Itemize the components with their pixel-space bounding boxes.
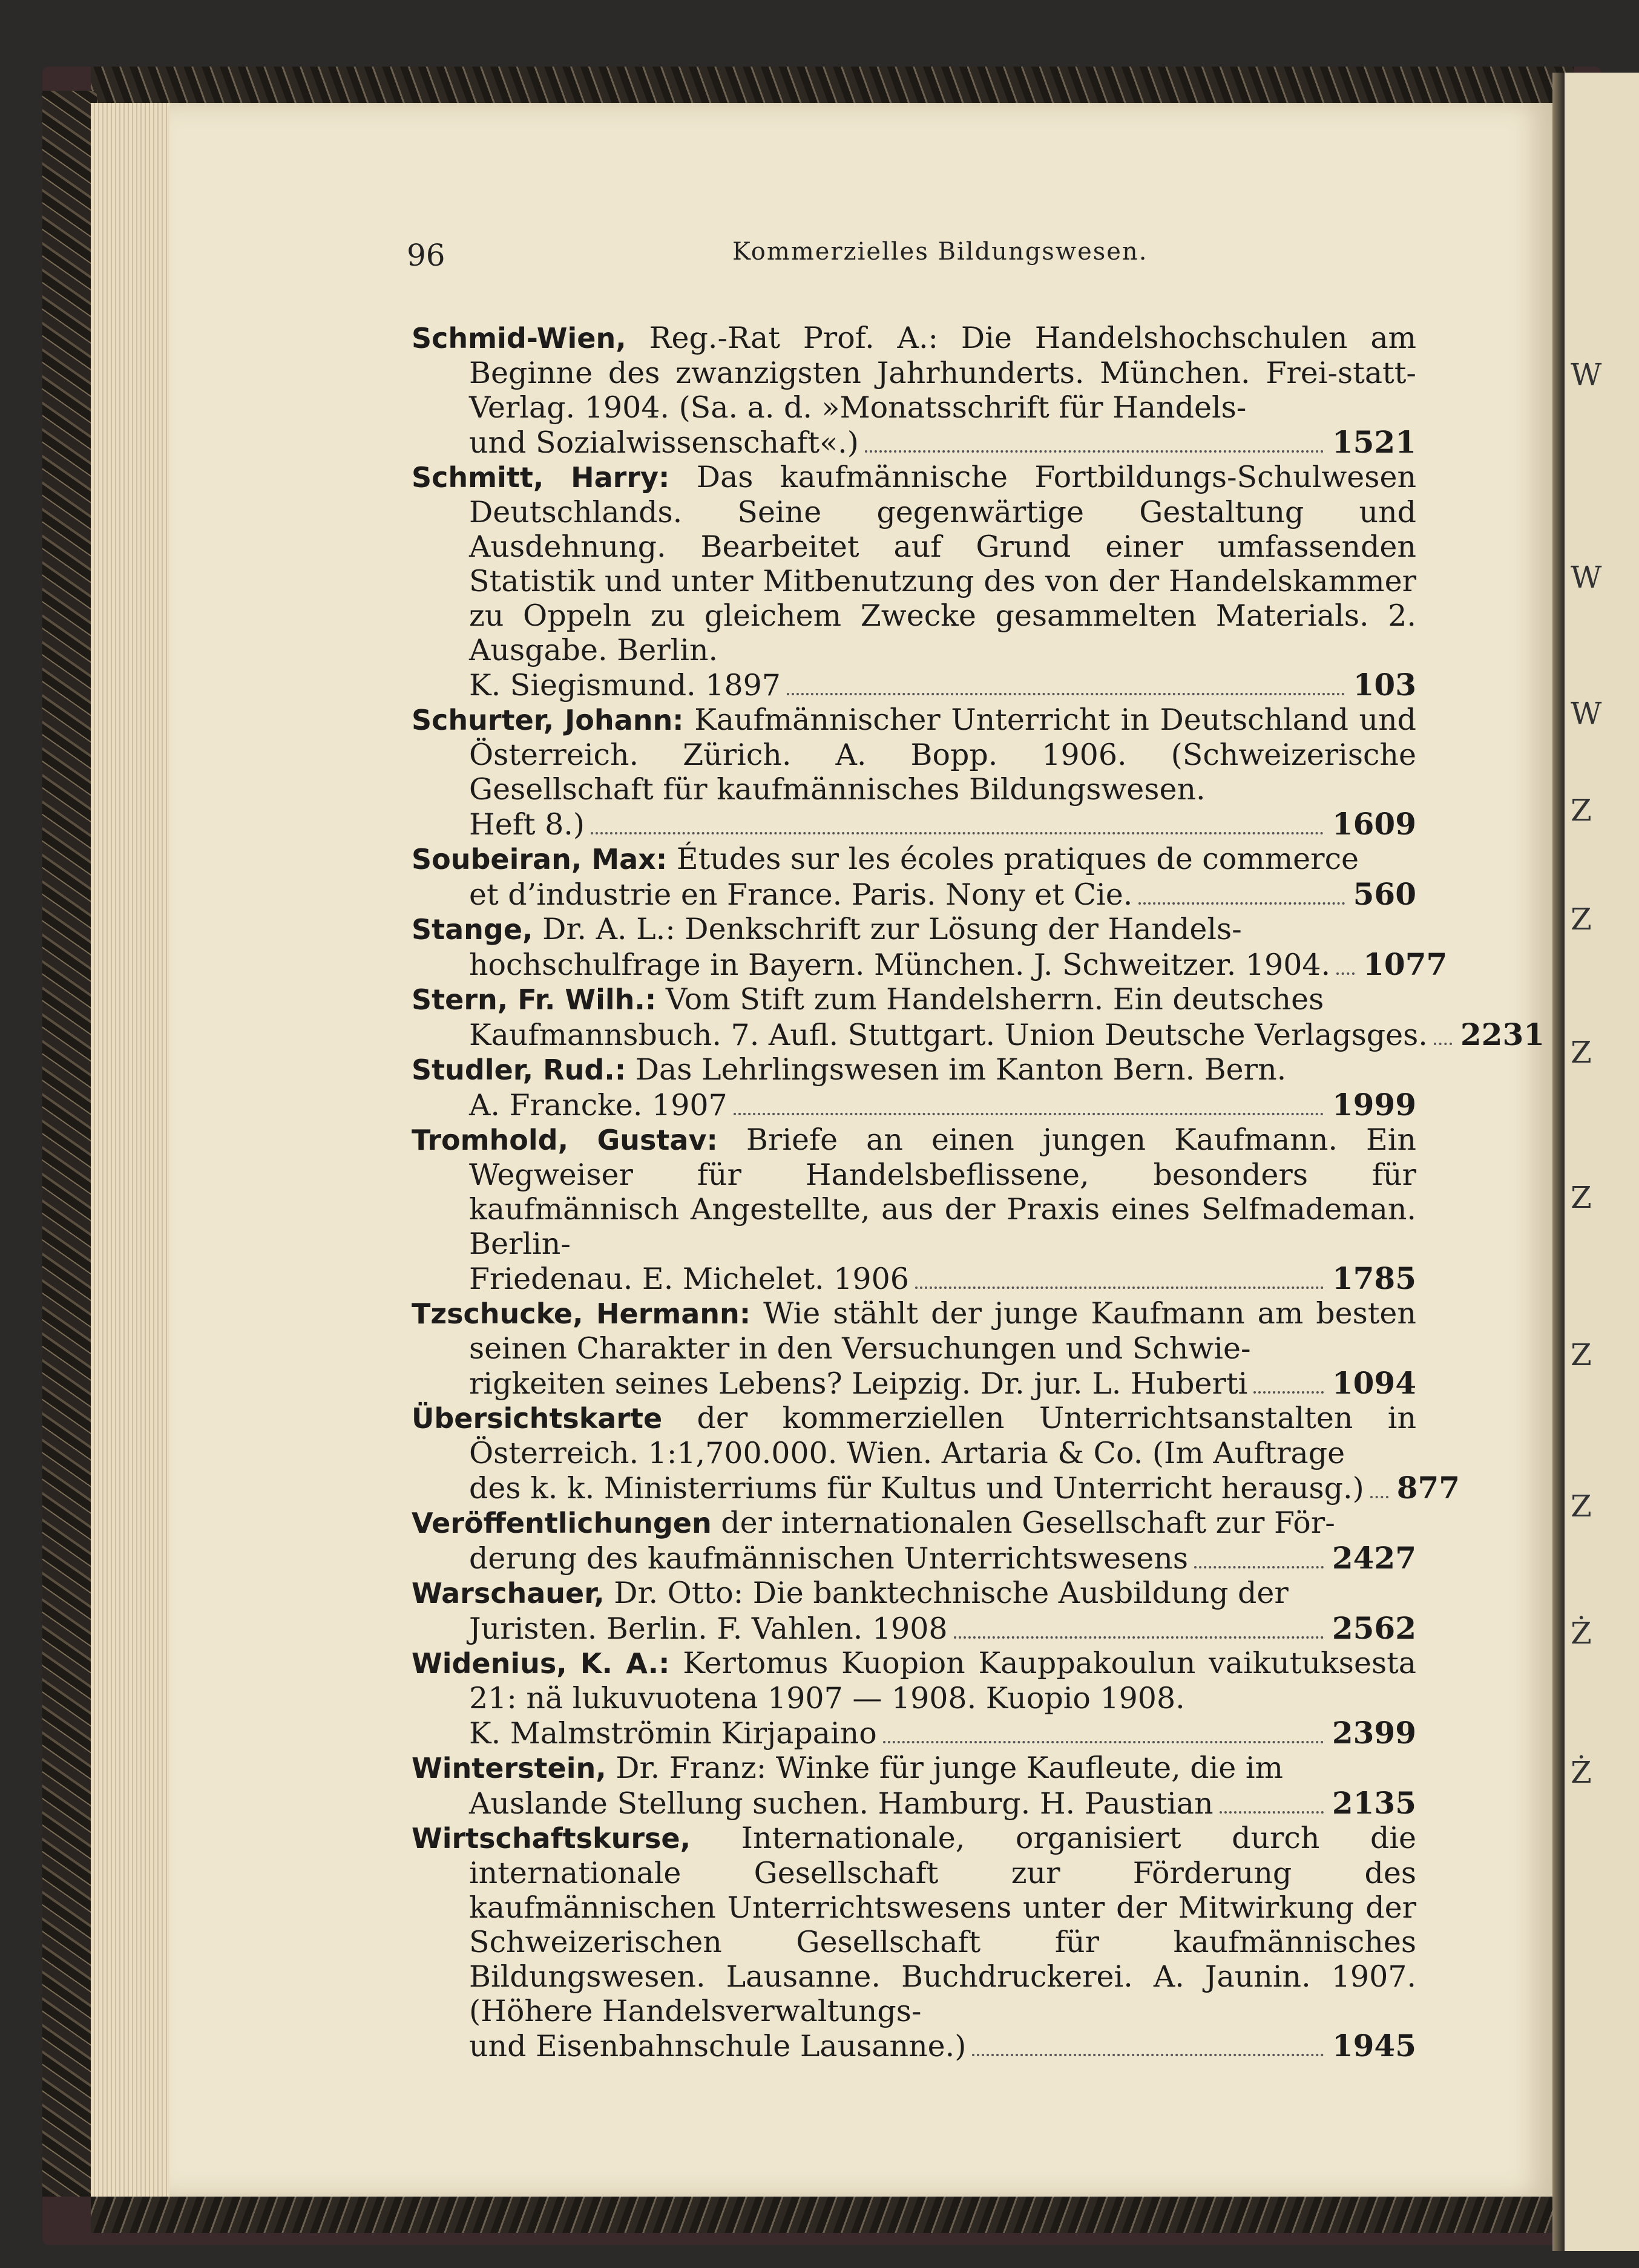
dot-leader bbox=[865, 450, 1324, 453]
entry-author: Soubeiran, Max: bbox=[412, 843, 668, 876]
facing-page-letter: Z bbox=[1571, 1489, 1592, 1524]
bibliography-entry bbox=[412, 1646, 1416, 1751]
entry-author: Tzschucke, Hermann: bbox=[412, 1297, 751, 1330]
entry-author: Wirtschaftskurse, bbox=[412, 1822, 691, 1855]
dot-leader bbox=[1194, 1566, 1324, 1568]
entry-number: 2427 bbox=[1332, 1540, 1416, 1576]
entry-number: 103 bbox=[1353, 667, 1416, 703]
bibliography-entry bbox=[412, 460, 1416, 703]
facing-page-letter: Ż bbox=[1571, 1616, 1592, 1651]
entry-description: Dr. Franz: Winke für junge Kaufleute, die im bbox=[616, 1751, 1283, 1785]
entry-description: Das Lehrlingswesen im Kanton Bern. Bern. bbox=[635, 1052, 1287, 1087]
running-head bbox=[0, 238, 1639, 280]
facing-page-letter: Z bbox=[1571, 1035, 1592, 1070]
facing-page-letter: Z bbox=[1571, 793, 1592, 828]
facing-page-letter: Z bbox=[1571, 1337, 1592, 1372]
dot-leader bbox=[1336, 972, 1355, 975]
header-title: Kommerzielles Bildungswesen. bbox=[732, 238, 1148, 266]
entry-description-tail: rigkeiten seines Lebens? Leipzig. Dr. jur. L. Huberti bbox=[469, 1366, 1248, 1401]
entry-description-tail: et d’industrie en France. Paris. Nony et Cie. bbox=[469, 877, 1133, 912]
dot-leader bbox=[1138, 902, 1344, 905]
entry-description-tail: und Sozialwissenschaft«.) bbox=[469, 425, 859, 460]
dot-leader bbox=[1434, 1043, 1452, 1045]
entry-description: Briefe an einen jungen Kaufmann. Ein Wegweiser für Handelsbeflissene, besonders für kaufmännisch Angestellte, aus der Praxis eines Selfmademan. Berlin- bbox=[469, 1123, 1416, 1261]
entry-description-tail: Kaufmannsbuch. 7. Aufl. Stuttgart. Union Deutsche Verlagsges. bbox=[469, 1018, 1428, 1052]
page-number: 96 bbox=[407, 238, 445, 273]
entry-last-line bbox=[469, 2028, 1416, 2063]
bibliography-entry bbox=[412, 1052, 1416, 1123]
dot-leader bbox=[972, 2054, 1324, 2056]
bibliography-entry bbox=[412, 842, 1416, 912]
dot-leader bbox=[787, 693, 1345, 695]
entry-last-line bbox=[469, 425, 1416, 460]
entry-last-line bbox=[469, 1541, 1416, 1576]
entry-description-tail: Auslande Stellung suchen. Hamburg. H. Paustian bbox=[469, 1786, 1214, 1821]
bibliography-list bbox=[412, 321, 1545, 2063]
dot-leader bbox=[591, 832, 1324, 834]
dot-leader bbox=[915, 1286, 1324, 1289]
entry-number: 877 bbox=[1396, 1470, 1460, 1506]
dot-leader bbox=[954, 1636, 1324, 1639]
entry-last-line bbox=[469, 1366, 1416, 1401]
entry-description-tail: und Eisenbahnschule Lausanne.) bbox=[469, 2029, 967, 2063]
entry-number: 2399 bbox=[1332, 1715, 1416, 1751]
bibliography-entry bbox=[412, 982, 1545, 1052]
dot-leader bbox=[1370, 1496, 1388, 1498]
marbled-edge-bottom bbox=[91, 2191, 1574, 2233]
dot-leader bbox=[1253, 1391, 1324, 1394]
entry-description: Kertomus Kuopion Kauppakoulun vaikutuksesta 21: nä lukuvuotena 1907 — 1908. Kuopio 1908. bbox=[469, 1646, 1417, 1716]
entry-author: Studler, Rud.: bbox=[412, 1054, 626, 1086]
entry-number: 1094 bbox=[1332, 1365, 1416, 1401]
bibliography-entry bbox=[412, 1296, 1416, 1401]
bibliography-entry bbox=[412, 1506, 1416, 1576]
entry-number: 1999 bbox=[1332, 1087, 1416, 1123]
entry-author: Widenius, K. A.: bbox=[412, 1647, 670, 1680]
entry-author: Schurter, Johann: bbox=[412, 704, 684, 736]
entry-number: 1521 bbox=[1332, 424, 1416, 460]
entry-description: Reg.-Rat Prof. A.: Die Handelshochschulen am Beginne des zwanzigsten Jahrhunderts. München. Frei-statt-Verlag. 1904. (Sa. a. d. »Monatsschrift für Handels- bbox=[469, 321, 1416, 425]
entry-description: Études sur les écoles pratiques de commerce bbox=[676, 842, 1359, 876]
entry-last-line bbox=[469, 1017, 1545, 1052]
facing-page-fragment bbox=[1565, 73, 1639, 2251]
entry-number: 2231 bbox=[1460, 1017, 1545, 1052]
entry-last-line bbox=[469, 807, 1416, 842]
bibliography-entry bbox=[412, 321, 1416, 460]
entry-description-tail: derung des kaufmännischen Unterrichtswesens bbox=[469, 1541, 1188, 1576]
book-gutter bbox=[1552, 73, 1565, 2251]
entry-author: Schmid-Wien, bbox=[412, 322, 626, 355]
bibliography-entry bbox=[412, 1821, 1416, 2063]
entry-number: 1609 bbox=[1332, 806, 1416, 842]
entry-author: Winterstein, bbox=[412, 1752, 606, 1785]
entry-author: Warschauer, bbox=[412, 1577, 605, 1610]
dot-leader bbox=[734, 1113, 1324, 1115]
marbled-edge-left bbox=[42, 91, 97, 2197]
entry-description-tail: Heft 8.) bbox=[469, 807, 585, 842]
entry-last-line bbox=[469, 1611, 1416, 1646]
entry-description: Dr. A. L.: Denkschrift zur Lösung der Handels- bbox=[542, 912, 1242, 946]
bibliography-entry bbox=[412, 1123, 1416, 1296]
entry-last-line bbox=[469, 877, 1416, 912]
entry-number: 560 bbox=[1353, 876, 1416, 912]
entry-description-tail: A. Francke. 1907 bbox=[469, 1088, 728, 1123]
entry-description: Das kaufmännische Fortbildungs-Schulwesen Deutschlands. Seine gegenwärtige Gestaltung und Ausdehnung. Bearbeitet auf Grund einer umfassenden Statistik und unter Mitbenutzung des von der Handelskammer zu Oppeln zu gleichem Zwecke gesammelten Materials. 2. Ausgabe. Berlin. bbox=[469, 460, 1417, 667]
entry-author: Stange, bbox=[412, 913, 533, 946]
facing-page-letter: W bbox=[1571, 696, 1602, 731]
entry-number: 1077 bbox=[1363, 946, 1448, 982]
entry-number: 1945 bbox=[1332, 2028, 1416, 2063]
entry-author: Übersichtskarte bbox=[412, 1402, 663, 1435]
entry-number: 2562 bbox=[1332, 1610, 1416, 1646]
entry-description: Vom Stift zum Handelsherrn. Ein deutsches bbox=[665, 982, 1324, 1017]
facing-page-letter: W bbox=[1571, 357, 1602, 392]
entry-description-tail: K. Malmströmin Kirjapaino bbox=[469, 1716, 877, 1751]
entry-last-line bbox=[469, 946, 1448, 982]
entry-description: der internationalen Gesellschaft zur För- bbox=[721, 1506, 1335, 1540]
entry-description: Kaufmännischer Unterricht in Deutschland und Österreich. Zürich. A. Bopp. 1906. (Schweizerische Gesellschaft für kaufmännisches Bildungswesen. bbox=[469, 703, 1417, 807]
entry-description-tail: Juristen. Berlin. F. Vahlen. 1908 bbox=[469, 1611, 948, 1646]
bibliography-entry bbox=[412, 1576, 1416, 1646]
entry-description: Wie stählt der junge Kaufmann am besten seinen Charakter in den Versuchungen und Schwie- bbox=[469, 1296, 1416, 1366]
dot-leader bbox=[883, 1741, 1324, 1743]
entry-last-line bbox=[469, 1786, 1416, 1821]
entry-author: Schmitt, Harry: bbox=[412, 461, 670, 494]
bibliography-entry bbox=[412, 703, 1416, 842]
page-stack-edges bbox=[91, 103, 169, 2197]
entry-author: Tromhold, Gustav: bbox=[412, 1124, 718, 1156]
entry-author: Stern, Fr. Wilh.: bbox=[412, 983, 657, 1016]
entry-last-line bbox=[469, 1716, 1416, 1751]
entry-description-tail: Friedenau. E. Michelet. 1906 bbox=[469, 1262, 909, 1296]
bibliography-entry bbox=[412, 1751, 1416, 1821]
entry-description-tail: K. Siegismund. 1897 bbox=[469, 668, 781, 703]
facing-page-letter: Z bbox=[1571, 902, 1592, 937]
entry-description: der kommerziellen Unterrichtsanstalten in Österreich. 1:1,700.000. Wien. Artaria & Co. (Im Auftrage bbox=[469, 1401, 1417, 1470]
entry-last-line bbox=[469, 1261, 1416, 1296]
entry-number: 1785 bbox=[1332, 1260, 1416, 1296]
entry-last-line bbox=[469, 1087, 1416, 1123]
entry-number: 2135 bbox=[1332, 1785, 1416, 1821]
entry-author: Veröffentlichungen bbox=[412, 1507, 712, 1539]
bibliography-entry bbox=[412, 1401, 1460, 1506]
entry-description-tail: des k. k. Ministerriums für Kultus und Unterricht herausg.) bbox=[469, 1471, 1364, 1506]
entry-description-tail: hochschulfrage in Bayern. München. J. Schweitzer. 1904. bbox=[469, 948, 1331, 982]
bibliography-entry bbox=[412, 912, 1448, 982]
facing-page-letter: Ż bbox=[1571, 1755, 1592, 1790]
dot-leader bbox=[1220, 1811, 1324, 1814]
entry-description: Internationale, organisiert durch die internationale Gesellschaft zur Förderung des kaufmännischen Unterrichtswesens unter der Mitwirkung der Schweizerischen Gesellschaft für kaufmännisches Bildungswesen. Lausanne. Buchdruckerei. A. Jaunin. 1907. (Höhere Handelsverwaltungs- bbox=[469, 1821, 1417, 2028]
facing-page-letter: W bbox=[1571, 560, 1602, 595]
entry-last-line bbox=[469, 1470, 1460, 1506]
entry-last-line bbox=[469, 667, 1416, 703]
facing-page-letter: Z bbox=[1571, 1180, 1592, 1215]
entry-description: Dr. Otto: Die banktechnische Ausbildung der bbox=[614, 1576, 1289, 1610]
